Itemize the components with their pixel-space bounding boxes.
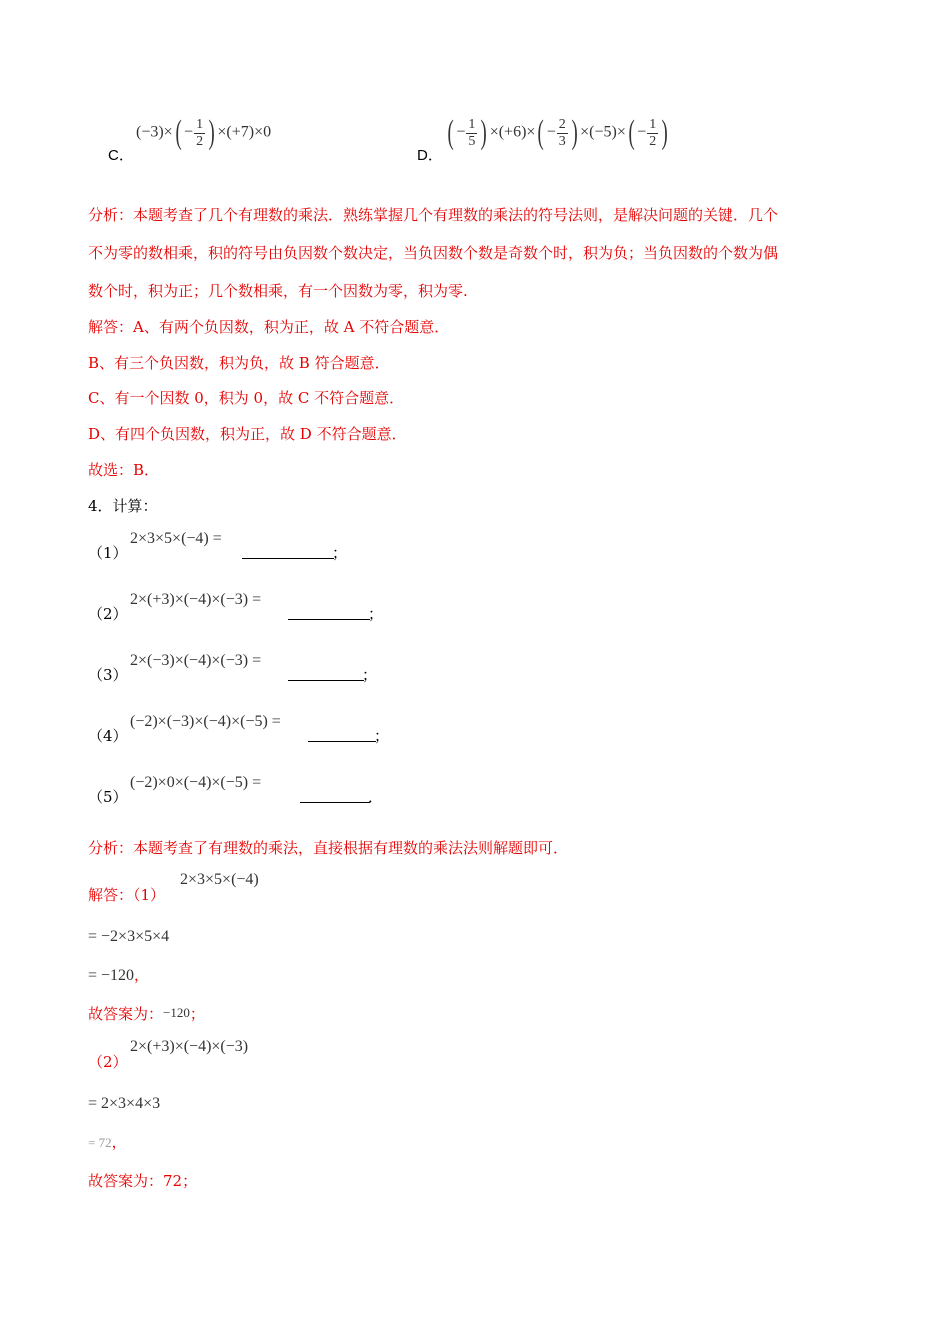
answer-3-choice: 故选：B． (88, 461, 160, 479)
solution-2-expression: 2×(+3)×(−4)×(−3) (130, 1038, 249, 1055)
answer-3-b: B、有三个负因数，积为负，故 B 符合题意． (88, 354, 390, 372)
solution-1-answer-row (88, 1003, 205, 1024)
option-c-fraction: $\frac{1}{2}$ (196, 116, 204, 149)
option-c-part-3: ×(+7)×0 (217, 123, 272, 141)
solution-1-expression: 2×3×5×(−4) (180, 871, 259, 888)
solution-2-label: （2） (88, 1053, 128, 1071)
option-d-fraction-1: $\frac{1}{5}$ (468, 116, 476, 149)
q4-item-label: （2） (88, 605, 128, 623)
q4-item-end: ； (368, 605, 384, 623)
q4-item-label: （5） (88, 788, 128, 806)
solution-label: 解答：（1） (88, 886, 166, 904)
q4-item-label: （1） (88, 544, 128, 562)
option-d-fraction-2: $\frac{2}{3}$ (558, 116, 566, 149)
q4-item-end: ； (362, 666, 378, 684)
q4-item-label: （3） (88, 666, 128, 684)
solution-2-step-2-tail: ， (111, 1133, 127, 1151)
solution-1-step-2: = −120 (88, 967, 135, 984)
q4-item-blank (300, 788, 370, 803)
q4-item-blank (242, 544, 334, 559)
analysis-3-line-2: 不为零的数相乘，积的符号由负因数个数决定，当负因数个数是奇数个时，积为负；当负因数的个数为偶 (88, 244, 779, 262)
q4-item-expression: 2×3×5×(−4) = (130, 530, 222, 547)
option-c-label: C． (108, 147, 134, 164)
solution-1-answer-tail: ； (189, 1005, 205, 1023)
q4-item-expression: (−2)×0×(−4)×(−5) = (130, 774, 262, 791)
q4-item-blank (308, 727, 376, 742)
analysis-3-line-1: 分析：本题考查了几个有理数的乘法．熟练掌握几个有理数的乘法的符号法则，是解决问题的关键．几个 (88, 206, 779, 224)
q4-item-expression: 2×(−3)×(−4)×(−3) = (130, 652, 262, 669)
q4-item-label: （4） (88, 727, 128, 745)
q4-item-blank (288, 666, 364, 681)
analysis-3-line-3: 数个时，积为正；几个数相乘，有一个因数为零，积为零. (88, 282, 468, 300)
option-d-label: D． (417, 147, 443, 164)
q4-item-end: ． (368, 788, 384, 806)
option-d-expression: ( − $\frac{1}{5}$ ) ×(+6)×( − $\frac{2}{3}$ ) ×(−5)×( − $\frac{1}{2}$ ) (447, 114, 668, 151)
answer-3-d: D、有四个负因数，积为正，故 D 不符合题意． (88, 425, 407, 443)
solution-1-answer-value: −120 (163, 1005, 190, 1020)
option-c-expression: (−3)×( − $\frac{1}{2}$ ) ×(+7)×0 (136, 114, 272, 151)
analysis-4: 分析：本题考查了有理数的乘法，直接根据有理数的乘法法则解题即可． (88, 839, 569, 857)
option-c-part-2: − (184, 123, 194, 141)
solution-1-step-2-row (88, 964, 149, 985)
q4-item-expression: 2×(+3)×(−4)×(−3) = (130, 591, 262, 608)
solution-1-answer-label: 故答案为： (88, 1005, 164, 1023)
q4-item-expression: (−2)×(−3)×(−4)×(−5) = (130, 713, 281, 730)
q4-item-end: ； (374, 727, 390, 745)
solution-2-step-2: = 72 (88, 1135, 112, 1150)
question-4-title: 4．计算： (88, 497, 158, 515)
solution-1-step-2-tail: ， (134, 966, 150, 984)
solution-1-step-1: = −2×3×5×4 (88, 928, 170, 945)
q4-item-blank (288, 605, 370, 620)
option-c-part-1: (−3)× (136, 123, 173, 141)
solution-2-step-1: = 2×3×4×3 (88, 1095, 161, 1112)
solution-2-answer: 故答案为：72； (88, 1172, 198, 1190)
q4-item-end: ； (332, 544, 348, 562)
answer-3-a: 解答：A、有两个负因数，积为正，故 A 不符合题意． (88, 318, 450, 336)
option-d-fraction-3: $\frac{1}{2}$ (649, 116, 657, 149)
solution-2-step-2-row (88, 1131, 127, 1152)
answer-3-c: C、有一个因数 0，积为 0，故 C 不符合题意． (88, 389, 405, 407)
